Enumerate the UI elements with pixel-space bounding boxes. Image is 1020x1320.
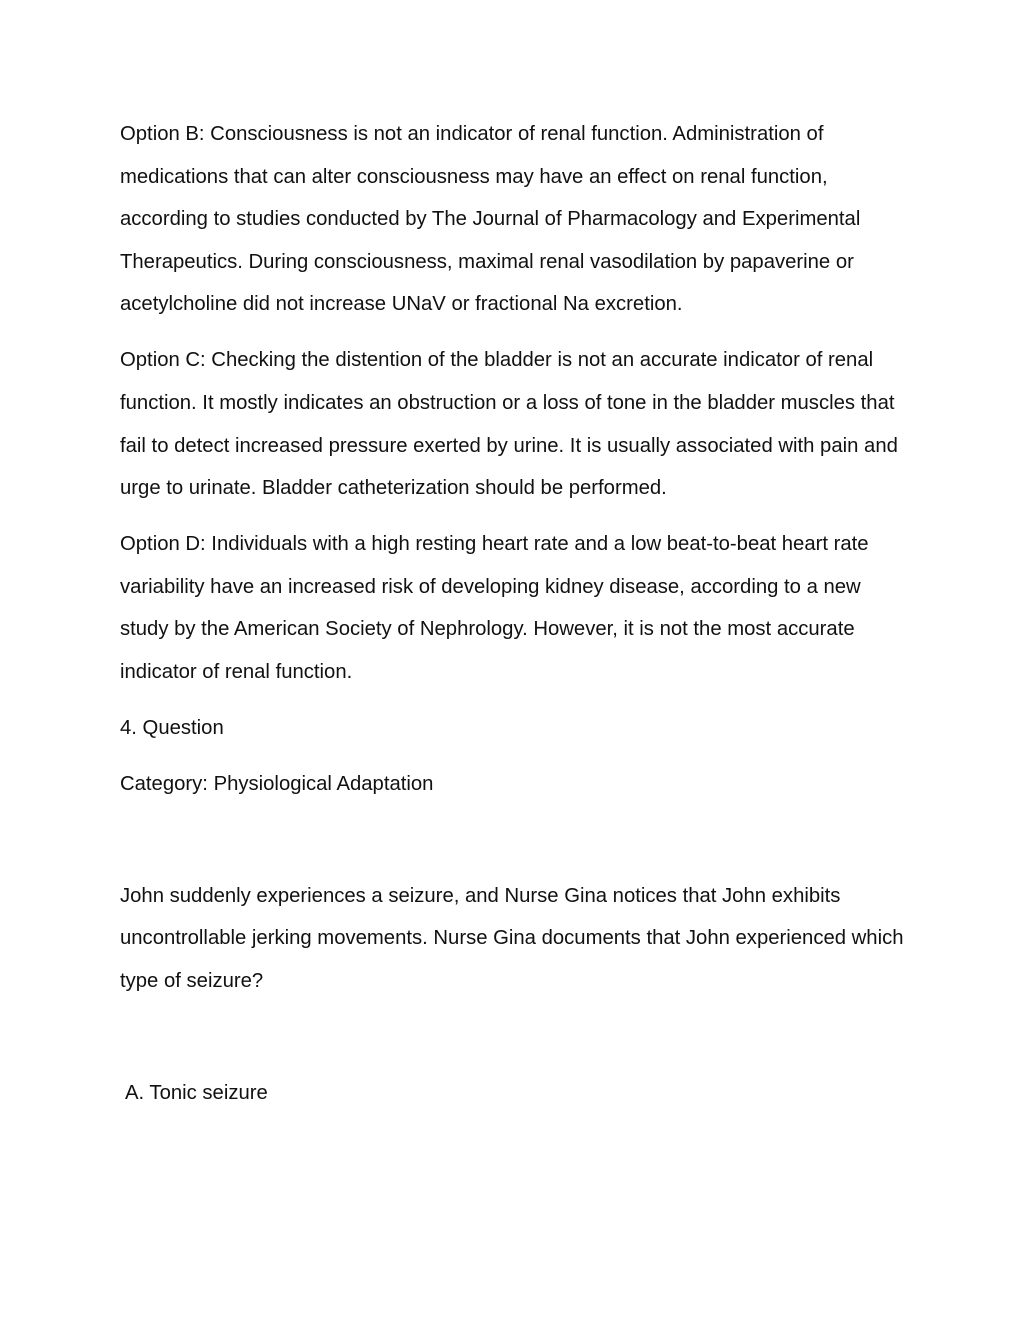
question-heading: 4. Question [120,716,224,739]
explanation-option-b: Option B: Consciousness is not an indicator of renal function. Administration of medications that can alter consciousness may have an effect on renal function, according to studies conducted by The Journal of Pharmacology and Experimental Therapeutics. During consciousness, maximal renal vasodilation by papaverine or acetylcholine did not increase UNaV or fractional Na excretion. [120,123,861,316]
document-body [120,113,910,1115]
question-text: John suddenly experiences a seizure, and Nurse Gina notices that John exhibits uncontrollable jerking movements. Nurse Gina documents that John experienced which type of seizure? [120,884,904,993]
explanation-option-c: Option C: Checking the distention of the bladder is not an accurate indicator of renal function. It mostly indicates an obstruction or a loss of tone in the bladder muscles that fail to detect increased pressure exerted by urine. It is usually associated with pain and urge to urinate. Bladder catheterization should be performed. [120,349,898,500]
answer-option-a: A. Tonic seizure [125,1082,268,1105]
blank-line [120,819,910,875]
blank-line [120,1016,910,1072]
question-category: Category: Physiological Adaptation [120,772,434,795]
explanation-option-d: Option D: Individuals with a high resting heart rate and a low beat-to-beat heart rate variability have an increased risk of developing kidney disease, according to a new study by the American Society of Nephrology. However, it is not the most accurate indicator of renal function. [120,533,869,683]
